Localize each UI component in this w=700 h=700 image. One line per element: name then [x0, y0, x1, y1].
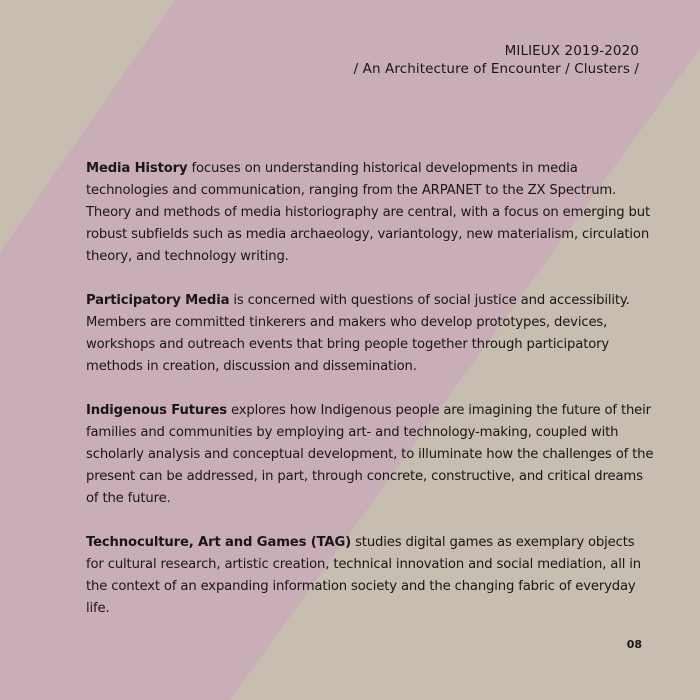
cluster-name: Technoculture, Art and Games (TAG): [86, 535, 352, 550]
page-number: 08: [626, 638, 642, 651]
cluster-paragraph-indigenous-futures: [86, 400, 654, 510]
cluster-description: focuses on understanding historical developments in media technologies and communication, ranging from the ARPANET to the ZX Spectrum. Theory and methods of media historiography are central, with a focus on emerging but robust subfields such as media archaeology, variantology, new materialism, circulation theory, and technology writing.: [86, 161, 650, 264]
page-header: [354, 42, 639, 78]
cluster-description: explores how Indigenous people are imagining the future of their families and communities by employing art- and technology-making, coupled with scholarly analysis and conceptual development, to illuminate how the challenges of the present can be addressed, in part, through concrete, constructive, and critical dreams of the future.: [86, 403, 654, 506]
publication-title: MILIEUX 2019-2020: [504, 43, 639, 59]
cluster-name: Participatory Media: [86, 293, 230, 308]
cluster-description: is concerned with questions of social justice and accessibility. Members are committed tinkerers and makers who develop prototypes, devices, workshops and outreach events that bring people together through participatory methods in creation, discussion and dissemination.: [86, 293, 630, 374]
cluster-paragraph-media-history: [86, 158, 654, 268]
clusters-text: [86, 158, 654, 642]
cluster-description: studies digital games as exemplary objects for cultural research, artistic creation, technical innovation and social mediation, all in the context of an expanding information society and the changing fabric of everyday life.: [86, 535, 642, 616]
cluster-paragraph-tag: [86, 532, 654, 620]
cluster-name: Indigenous Futures: [86, 403, 227, 418]
cluster-paragraph-participatory-media: [86, 290, 654, 378]
cluster-name: Media History: [86, 161, 188, 176]
breadcrumb: / An Architecture of Encounter / Clusters /: [353, 61, 639, 77]
